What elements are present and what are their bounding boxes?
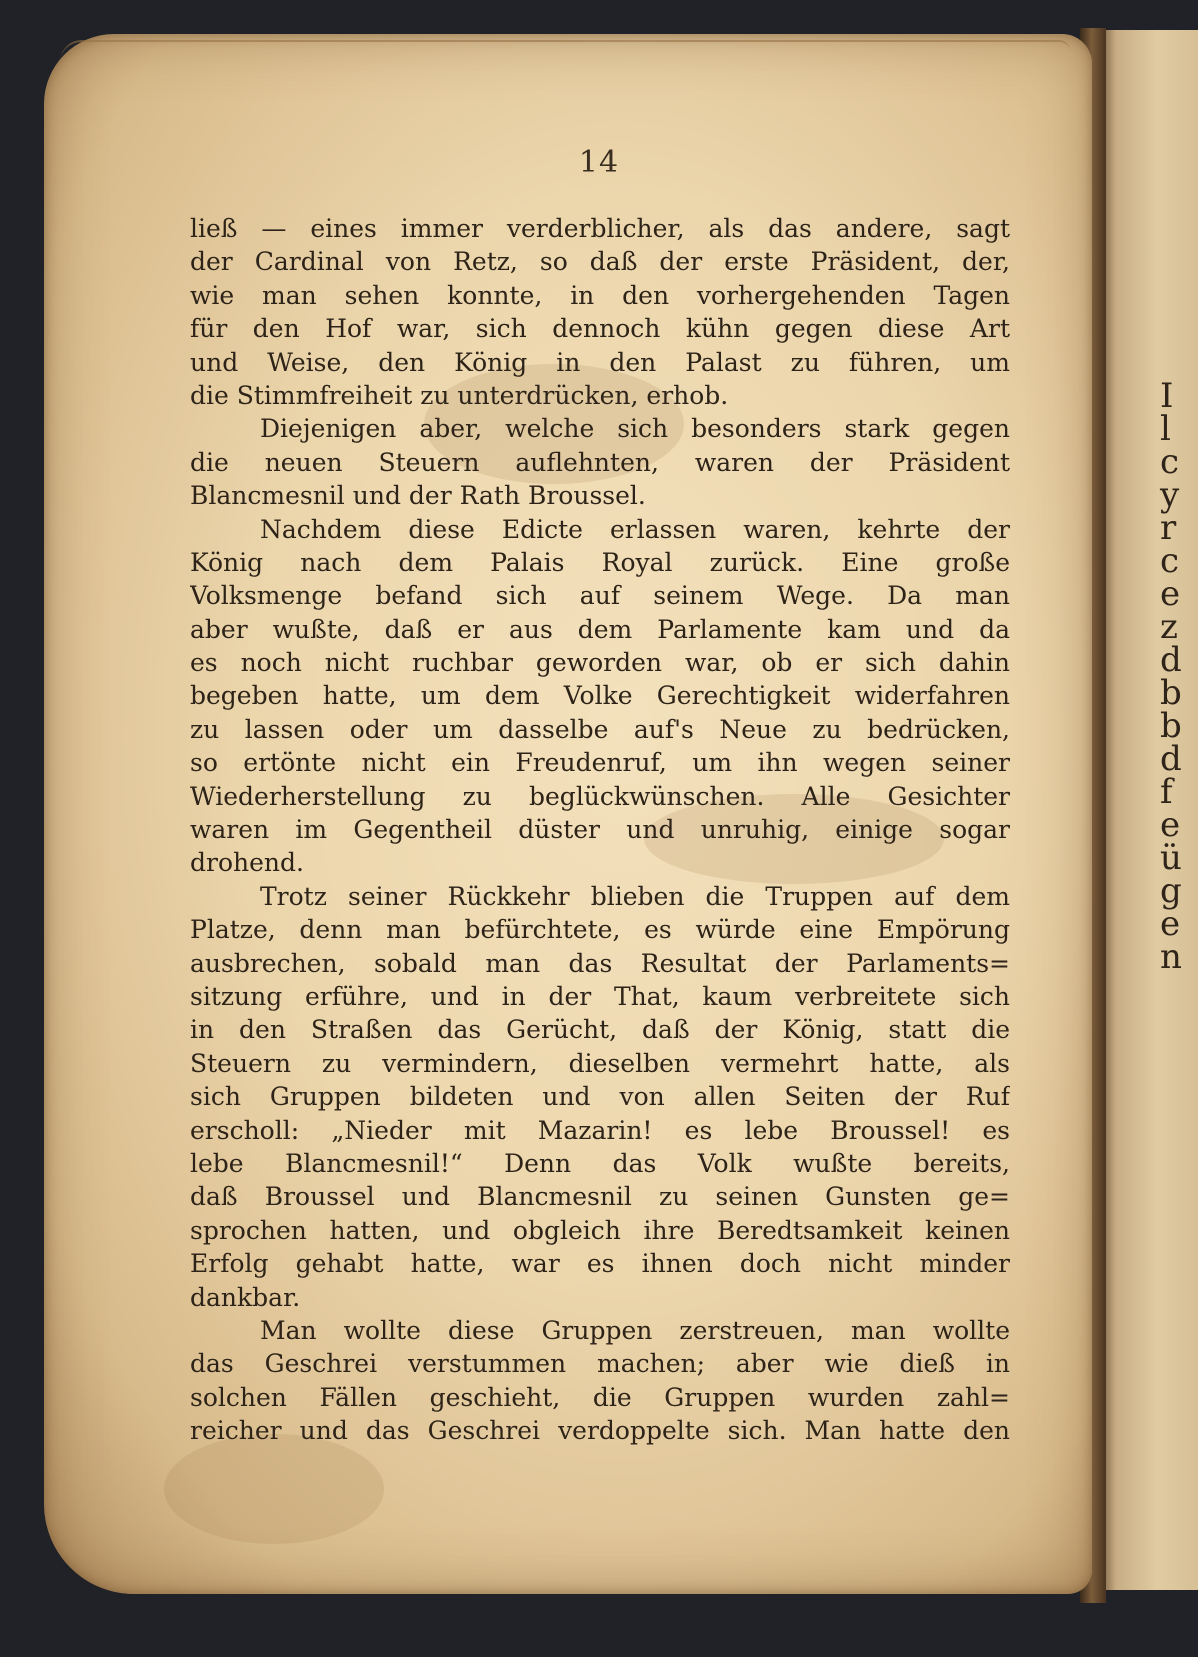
text-line: Volksmenge befand sich auf seinem Wege. Da man	[190, 581, 1010, 611]
facing-page-letter: ü	[1160, 838, 1182, 878]
text-line: der Cardinal von Retz, so daß der erste Präsident, der,	[190, 247, 1010, 277]
text-line: erscholl: „Nieder mit Mazarin! es lebe Broussel! es	[190, 1115, 1010, 1145]
text-line: drohend.	[190, 848, 304, 878]
facing-page-letter: b	[1160, 706, 1182, 746]
text-line: für den Hof war, sich dennoch kühn gegen diese Art	[190, 314, 1010, 344]
text-line: Steuern zu vermindern, dieselben vermehrt hatte, als	[190, 1048, 1010, 1078]
text-line: sprochen hatten, und obgleich ihre Beredtsamkeit keinen	[190, 1215, 1010, 1245]
text-line: lebe Blancmesnil!“ Denn das Volk wußte bereits,	[190, 1148, 1010, 1178]
text-line: so ertönte nicht ein Freudenruf, um ihn wegen seiner	[190, 748, 1010, 778]
text-line: Erfolg gehabt hatte, war es ihnen doch nicht minder	[190, 1249, 1010, 1279]
text-line: Trotz seiner Rückkehr blieben die Truppen auf dem	[260, 881, 1010, 911]
page-number: 14	[578, 145, 620, 180]
facing-page-letter: c	[1160, 442, 1180, 482]
text-line: die neuen Steuern auflehnten, waren der Präsident	[190, 447, 1010, 477]
facing-page-letter: y	[1160, 475, 1180, 515]
text-line: das Geschrei verstummen machen; aber wie dieß in	[190, 1349, 1010, 1379]
facing-page-letters	[1160, 376, 1190, 977]
text-line: die Stimmfreiheit zu unterdrücken, erhob.	[190, 380, 729, 410]
text-line: Man wollte diese Gruppen zerstreuen, man wollte	[260, 1315, 1010, 1345]
facing-page-letter: I	[1160, 376, 1174, 416]
text-line: reicher und das Geschrei verdoppelte sich. Man hatte den	[190, 1416, 1010, 1446]
facing-page-letter: b	[1160, 673, 1182, 713]
text-line: Platze, denn man befürchtete, es würde eine Empörung	[190, 915, 1010, 945]
facing-page-letter: e	[1160, 904, 1181, 944]
text-line: Diejenigen aber, welche sich besonders stark gegen	[260, 414, 1010, 444]
text-line: sitzung erführe, und in der That, kaum verbreitete sich	[190, 981, 1010, 1011]
text-line: König nach dem Palais Royal zurück. Eine große	[190, 547, 1010, 577]
text-line: ausbrechen, sobald man das Resultat der Parlaments=	[190, 948, 1010, 978]
text-line: in den Straßen das Gerücht, daß der König, statt die	[190, 1015, 1010, 1045]
facing-page-letter: c	[1160, 541, 1180, 581]
text-line: dankbar.	[190, 1282, 301, 1312]
facing-page-letter: r	[1160, 508, 1177, 548]
text-line: begeben hatte, um dem Volke Gerechtigkeit widerfahren	[190, 681, 1010, 711]
facing-page-letter: d	[1160, 739, 1182, 779]
facing-page-letter: d	[1160, 640, 1182, 680]
text-line: Wiederherstellung zu beglückwünschen. Alle Gesichter	[190, 781, 1010, 811]
paper-stain	[164, 1434, 384, 1544]
facing-page-letter: e	[1160, 805, 1181, 845]
facing-page-letter: l	[1160, 409, 1171, 449]
text-line: zu lassen oder um dasselbe auf's Neue zu bedrücken,	[190, 714, 1010, 744]
text-line: wie man sehen konnte, in den vorhergehenden Tagen	[190, 280, 1010, 310]
text-line: solchen Fällen geschieht, die Gruppen wurden zahl=	[190, 1382, 1010, 1412]
text-line: ließ — eines immer verderblicher, als das andere, sagt	[190, 214, 1010, 243]
facing-page-letter: g	[1160, 871, 1182, 911]
text-line: und Weise, den König in den Palast zu führen, um	[190, 347, 1010, 377]
facing-page-letter: f	[1160, 772, 1173, 812]
text-line: waren im Gegentheil düster und unruhig, einige sogar	[190, 815, 1010, 845]
text-line: aber wußte, daß er aus dem Parlamente kam und da	[190, 614, 1010, 644]
facing-page-letter: z	[1160, 607, 1178, 647]
facing-page-letter: e	[1160, 574, 1181, 614]
facing-page-letter: n	[1160, 937, 1182, 977]
text-line: Nachdem diese Edicte erlassen waren, kehrte der	[260, 514, 1010, 544]
page-top-edge	[60, 40, 1070, 62]
text-line: es noch nicht ruchbar geworden war, ob er sich dahin	[190, 648, 1010, 678]
text-line: daß Broussel und Blancmesnil zu seinen Gunsten ge=	[190, 1182, 1010, 1212]
text-line: sich Gruppen bildeten und von allen Seiten der Ruf	[190, 1082, 1010, 1112]
text-line: Blancmesnil und der Rath Broussel.	[190, 481, 646, 511]
body-text	[190, 212, 1010, 1447]
